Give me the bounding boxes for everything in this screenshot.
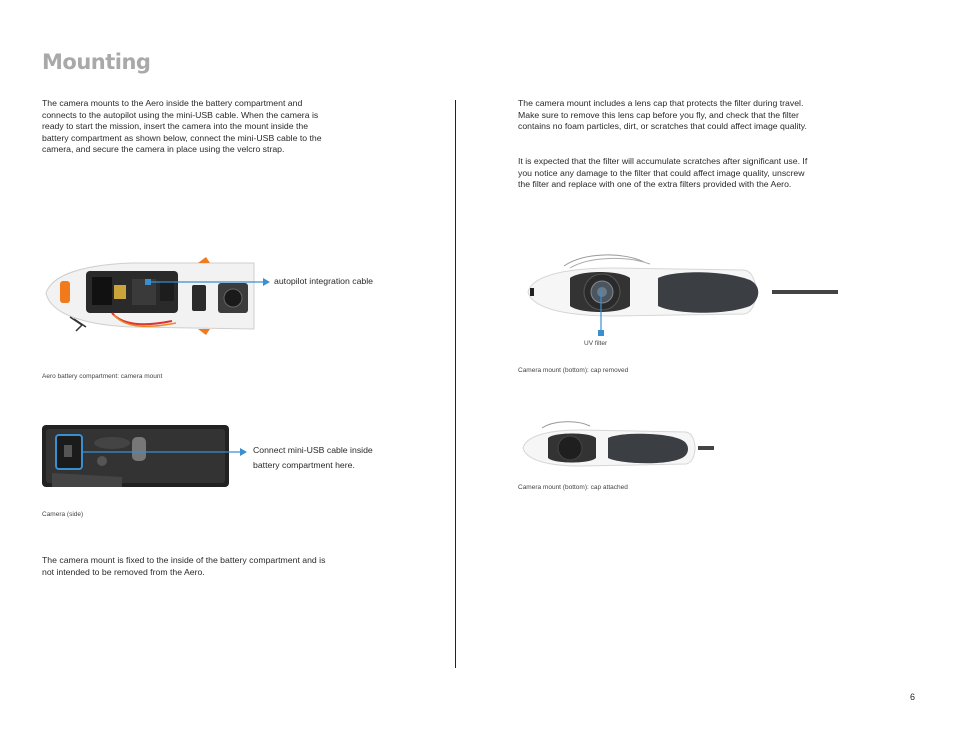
- mount-note: The camera mount is fixed to the inside of the battery compartment and is not intended to be removed from the Aero.: [42, 555, 326, 577]
- battery-compartment-image: [42, 255, 257, 335]
- caption-cap-removed: Camera mount (bottom): cap removed: [518, 367, 629, 374]
- column-divider: [455, 100, 456, 668]
- cap-removed-image: [524, 248, 840, 322]
- page-number: 6: [910, 692, 916, 702]
- filter-paragraph: It is expected that the filter will accumulate scratches after significant use. If you notice any damage to the filter that could affect image quality, unscrew the filter and replace with one of the extra filters provided with the Aero.: [518, 156, 808, 190]
- lens-cap-paragraph: The camera mount includes a lens cap that protects the filter during travel. Make sure to remove this lens cap before you fly, and check that the filter contains no foam particles, dirt, or scratches that could affect image quality.: [518, 98, 807, 132]
- caption-cap-attached: Camera mount (bottom): cap attached: [518, 484, 628, 491]
- cable-callout-label: autopilot integration cable: [274, 276, 374, 286]
- usb-callout-line: [82, 446, 248, 458]
- page-title: Mounting: [42, 50, 151, 74]
- cable-callout-line: [145, 276, 270, 288]
- caption-compartment: Aero battery compartment: camera mount: [42, 373, 163, 380]
- filter-callout-line: [596, 290, 606, 338]
- caption-camera: Camera (side): [42, 511, 84, 518]
- intro-paragraph: The camera mounts to the Aero inside the battery compartment and connects to the autopilot using the mini-USB cable. When the camera is ready to start the mission, insert the camera into the mount inside the battery compartment as shown below, connect the mini-USB cable to the camera, and secure the camera in place using the velcro strap.: [42, 98, 322, 155]
- cap-attached-image: [520, 418, 716, 470]
- filter-label: UV filter: [584, 340, 608, 347]
- usb-callout-label: Connect mini-USB cable inside battery compartment here.: [253, 445, 373, 470]
